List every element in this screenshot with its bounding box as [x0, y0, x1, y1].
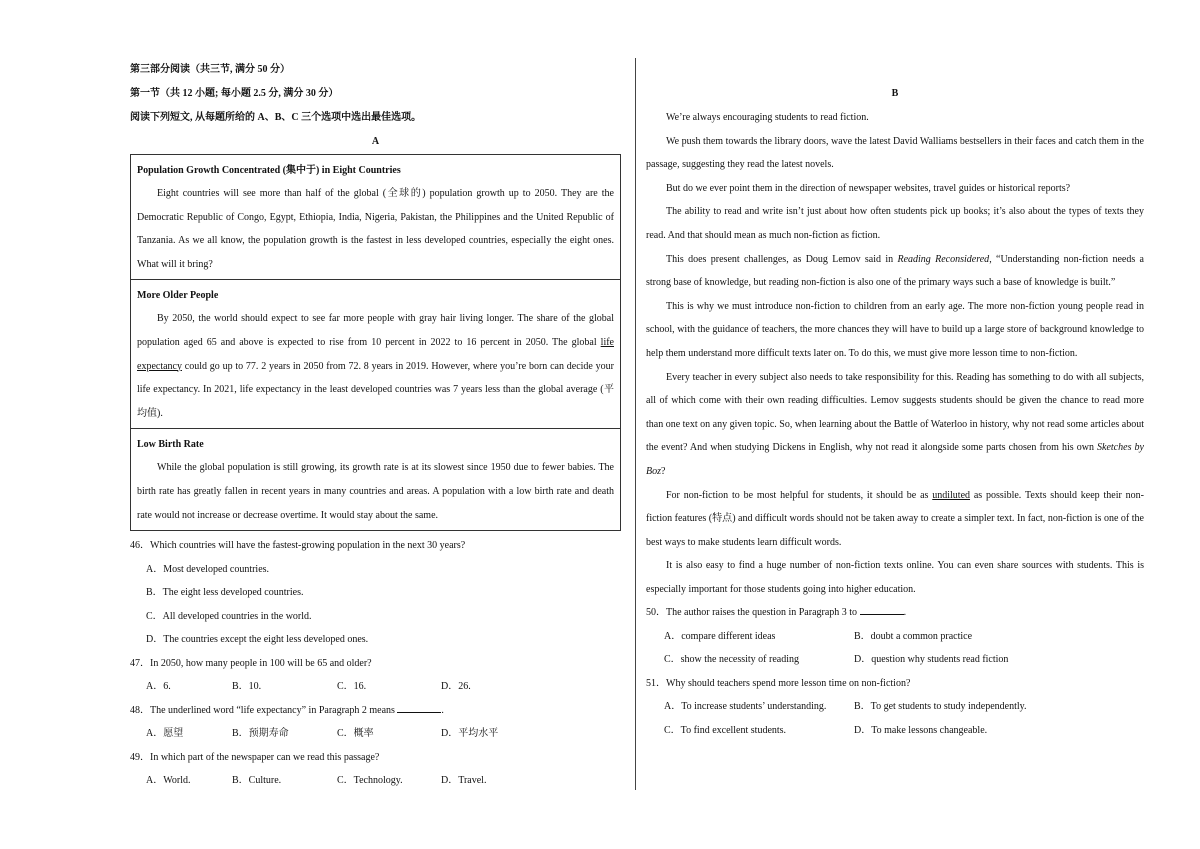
- option-row: [130, 581, 621, 605]
- section-title: 第一节（共 12 小题; 每小题 2.5 分, 满分 30 分）: [130, 88, 339, 99]
- option-a: A．Most developed countries.: [146, 563, 270, 575]
- option-a: A．World.: [146, 775, 191, 787]
- option-row: [130, 558, 621, 582]
- passage-a-section-3: [131, 428, 620, 530]
- option-row: [130, 628, 621, 652]
- text-run: Every teacher in every subject also needs to take responsibility for this. Reading has something to do with all subjects, all of which come with their own reading difficulties. Lemov suggests students should be given the chance to read more than one text on any given topic. So, when learning about the Battle of Waterloo in history, why not read some articles about the event? And when studying Dickens in English, why not read it alongside some parts chosen from his own: [646, 371, 1144, 454]
- question-47: [130, 652, 621, 699]
- passage-a-section-2: [131, 279, 620, 428]
- option-c: C．概率: [337, 728, 374, 740]
- question-stem: 46．Which countries will have the fastest-growing population in the next 30 years?: [130, 540, 466, 552]
- underlined-term: life expectancy: [137, 336, 614, 372]
- option-row: [646, 695, 1144, 719]
- text-run: could go up to 77. 2 years in 2050 from 72. 8 years in 2019. However, where you’re born can decide your life expectancy. In 2021, life expectancy in the least developed countries was 7 years less than the global average (平均值).: [137, 360, 614, 419]
- book-title: Reading Reconsidered: [897, 253, 990, 265]
- text-run: For non-fiction to be most helpful for students, it should be as: [666, 489, 933, 501]
- option-d: D．question why students read fiction: [854, 654, 1009, 666]
- passage-b-paragraph-7: [646, 366, 1144, 484]
- instruction: 阅读下列短文, 从每题所给的 A、B、C 三个选项中选出最佳选项。: [130, 112, 422, 123]
- question-49: [130, 746, 621, 793]
- stem-text: 48．The underlined word “life expectancy” in Paragraph 2 means: [130, 704, 395, 716]
- question-51: [646, 672, 1144, 743]
- passage-a-box: [130, 154, 621, 531]
- text-run: , “Understanding non-fiction needs a strong base of knowledge, but reading non-fiction is also one of the primary ways such a base of knowledge is built.”: [646, 253, 1144, 289]
- option-row: [130, 675, 621, 699]
- book-title: Sketches by Boz: [646, 442, 1144, 477]
- passage-b-paragraph-8: [646, 484, 1144, 555]
- right-column: [646, 82, 1144, 742]
- option-c: C．show the necessity of reading: [664, 654, 799, 666]
- option-c: C．All developed countries in the world.: [146, 610, 312, 622]
- option-a: A．愿望: [146, 728, 184, 740]
- option-b: B．10.: [232, 681, 262, 693]
- option-b: B．doubt a common practice: [854, 630, 973, 642]
- option-d: D．The countries except the eight less developed ones.: [146, 634, 369, 646]
- question-46: [130, 534, 621, 652]
- option-row: [646, 719, 1144, 743]
- question-stem: [130, 699, 621, 723]
- text-run: By 2050, the world should expect to see far more people with gray hair living longer. The share of the global population aged 65 and above is expected to rise from 10 percent in 2022 to 16 percent in 2050. The global: [137, 313, 614, 348]
- text-run: This does present challenges, as Doug Lemov said in: [666, 253, 898, 265]
- question-stem: 51．Why should teachers spend more lesson time on non-fiction?: [646, 677, 911, 689]
- option-b: B．Culture.: [232, 775, 282, 787]
- question-48: [130, 699, 621, 746]
- section-heading: Low Birth Rate: [137, 439, 204, 451]
- text-run: as possible. Texts should keep their non-fiction features (特点) and difficult words should not be taken away to create a simpler text. In fact, non-fiction is one of the best ways to make students learn difficult words.: [646, 489, 1145, 548]
- passage-b-paragraph-3: But do we ever point them in the direction of newspaper websites, travel guides or historical reports?: [666, 182, 1071, 194]
- column-divider: [635, 58, 636, 790]
- passage-b-paragraph-5: [646, 248, 1144, 295]
- option-row: [130, 605, 621, 629]
- passage-b-paragraph-4: The ability to read and write isn’t just about how often students pick up books; it’s also about the types of texts they read. And that should mean as much non-fiction as fiction.: [646, 206, 1144, 241]
- passage-label-b: B: [891, 88, 899, 99]
- option-d: D．平均水平: [441, 728, 499, 740]
- passage-b-paragraph-6: This is why we must introduce non-fiction to children from an early age. The more non-fiction young people read in school, with the guidance of teachers, the more chances they will have to build up a large store of background knowledge to help them understand more difficult texts later on. To do this, we must give more lesson time to non-fiction.: [646, 300, 1144, 359]
- passage-label-a: A: [371, 136, 380, 147]
- question-stem: [646, 601, 1144, 625]
- underlined-term: undiluted: [932, 489, 971, 501]
- section-paragraph: While the global population is still growing, its growth rate is at its slowest since 1950 due to fewer babies. The birth rate has greatly fallen in recent years in many countries and areas. A population with a low birth rate and death rate would not increase or decrease overtime. It would stay about the same.: [137, 462, 614, 521]
- option-row: [646, 648, 1144, 672]
- passage-b-paragraph-2: We push them towards the library doors, wave the latest David Walliams bestsellers in their faces and catch them in the passage, suggesting they read the latest novels.: [646, 135, 1144, 171]
- passage-a-section-1: [131, 155, 620, 279]
- option-b: B．The eight less developed countries.: [146, 587, 304, 599]
- section-heading: Population Growth Concentrated (集中于) in Eight Countries: [137, 165, 401, 176]
- question-stem: 47．In 2050, how many people in 100 will be 65 and older?: [130, 657, 372, 669]
- option-d: D．Travel.: [441, 775, 487, 787]
- section-paragraph: Eight countries will see more than half of the global (全球的) population growth up to 2050. They are the Democratic Republic of Congo, Egypt, Ethiopia, India, Nigeria, Pakistan, the Philippines and the United Republic of Tanzania. As we all know, the population growth is the fastest in less developed countries, especially the eight ones. What will it bring?: [137, 188, 614, 270]
- passage-b-paragraph-1: We’re always encouraging students to read fiction.: [666, 112, 869, 123]
- section-heading: More Older People: [137, 290, 219, 302]
- option-d: D．To make lessons changeable.: [854, 724, 988, 736]
- left-column: [130, 58, 621, 793]
- option-c: C．Technology.: [337, 775, 403, 787]
- stem-end: .: [441, 704, 444, 716]
- option-d: D．26.: [441, 681, 471, 693]
- option-a: A．compare different ideas: [664, 630, 776, 642]
- option-row: [646, 625, 1144, 649]
- text-run: ?: [661, 465, 666, 477]
- passage-b-paragraph-9: It is also easy to find a huge number of non-fiction texts online. You can even share sources with students. This is especially important for those students going into higher education.: [646, 560, 1144, 595]
- stem-text: 50．The author raises the question in Paragraph 3 to: [646, 607, 858, 619]
- option-a: A．6.: [146, 681, 171, 693]
- part-title: 第三部分阅读（共三节, 满分 50 分）: [130, 64, 290, 75]
- option-b: B．To get students to study independently.: [854, 701, 1027, 713]
- option-row: [130, 722, 621, 746]
- option-b: B．预期寿命: [232, 728, 289, 740]
- stem-end: .: [903, 607, 907, 619]
- option-a: A．To increase students’ understanding.: [664, 701, 827, 713]
- option-c: C．16.: [337, 681, 367, 693]
- answer-blank: [860, 604, 904, 615]
- answer-blank: [397, 702, 441, 713]
- option-c: C．To find excellent students.: [664, 724, 787, 736]
- question-50: [646, 601, 1144, 672]
- section-paragraph: [137, 307, 614, 425]
- option-row: [130, 769, 621, 793]
- question-stem: 49．In which part of the newspaper can we read this passage?: [130, 751, 380, 763]
